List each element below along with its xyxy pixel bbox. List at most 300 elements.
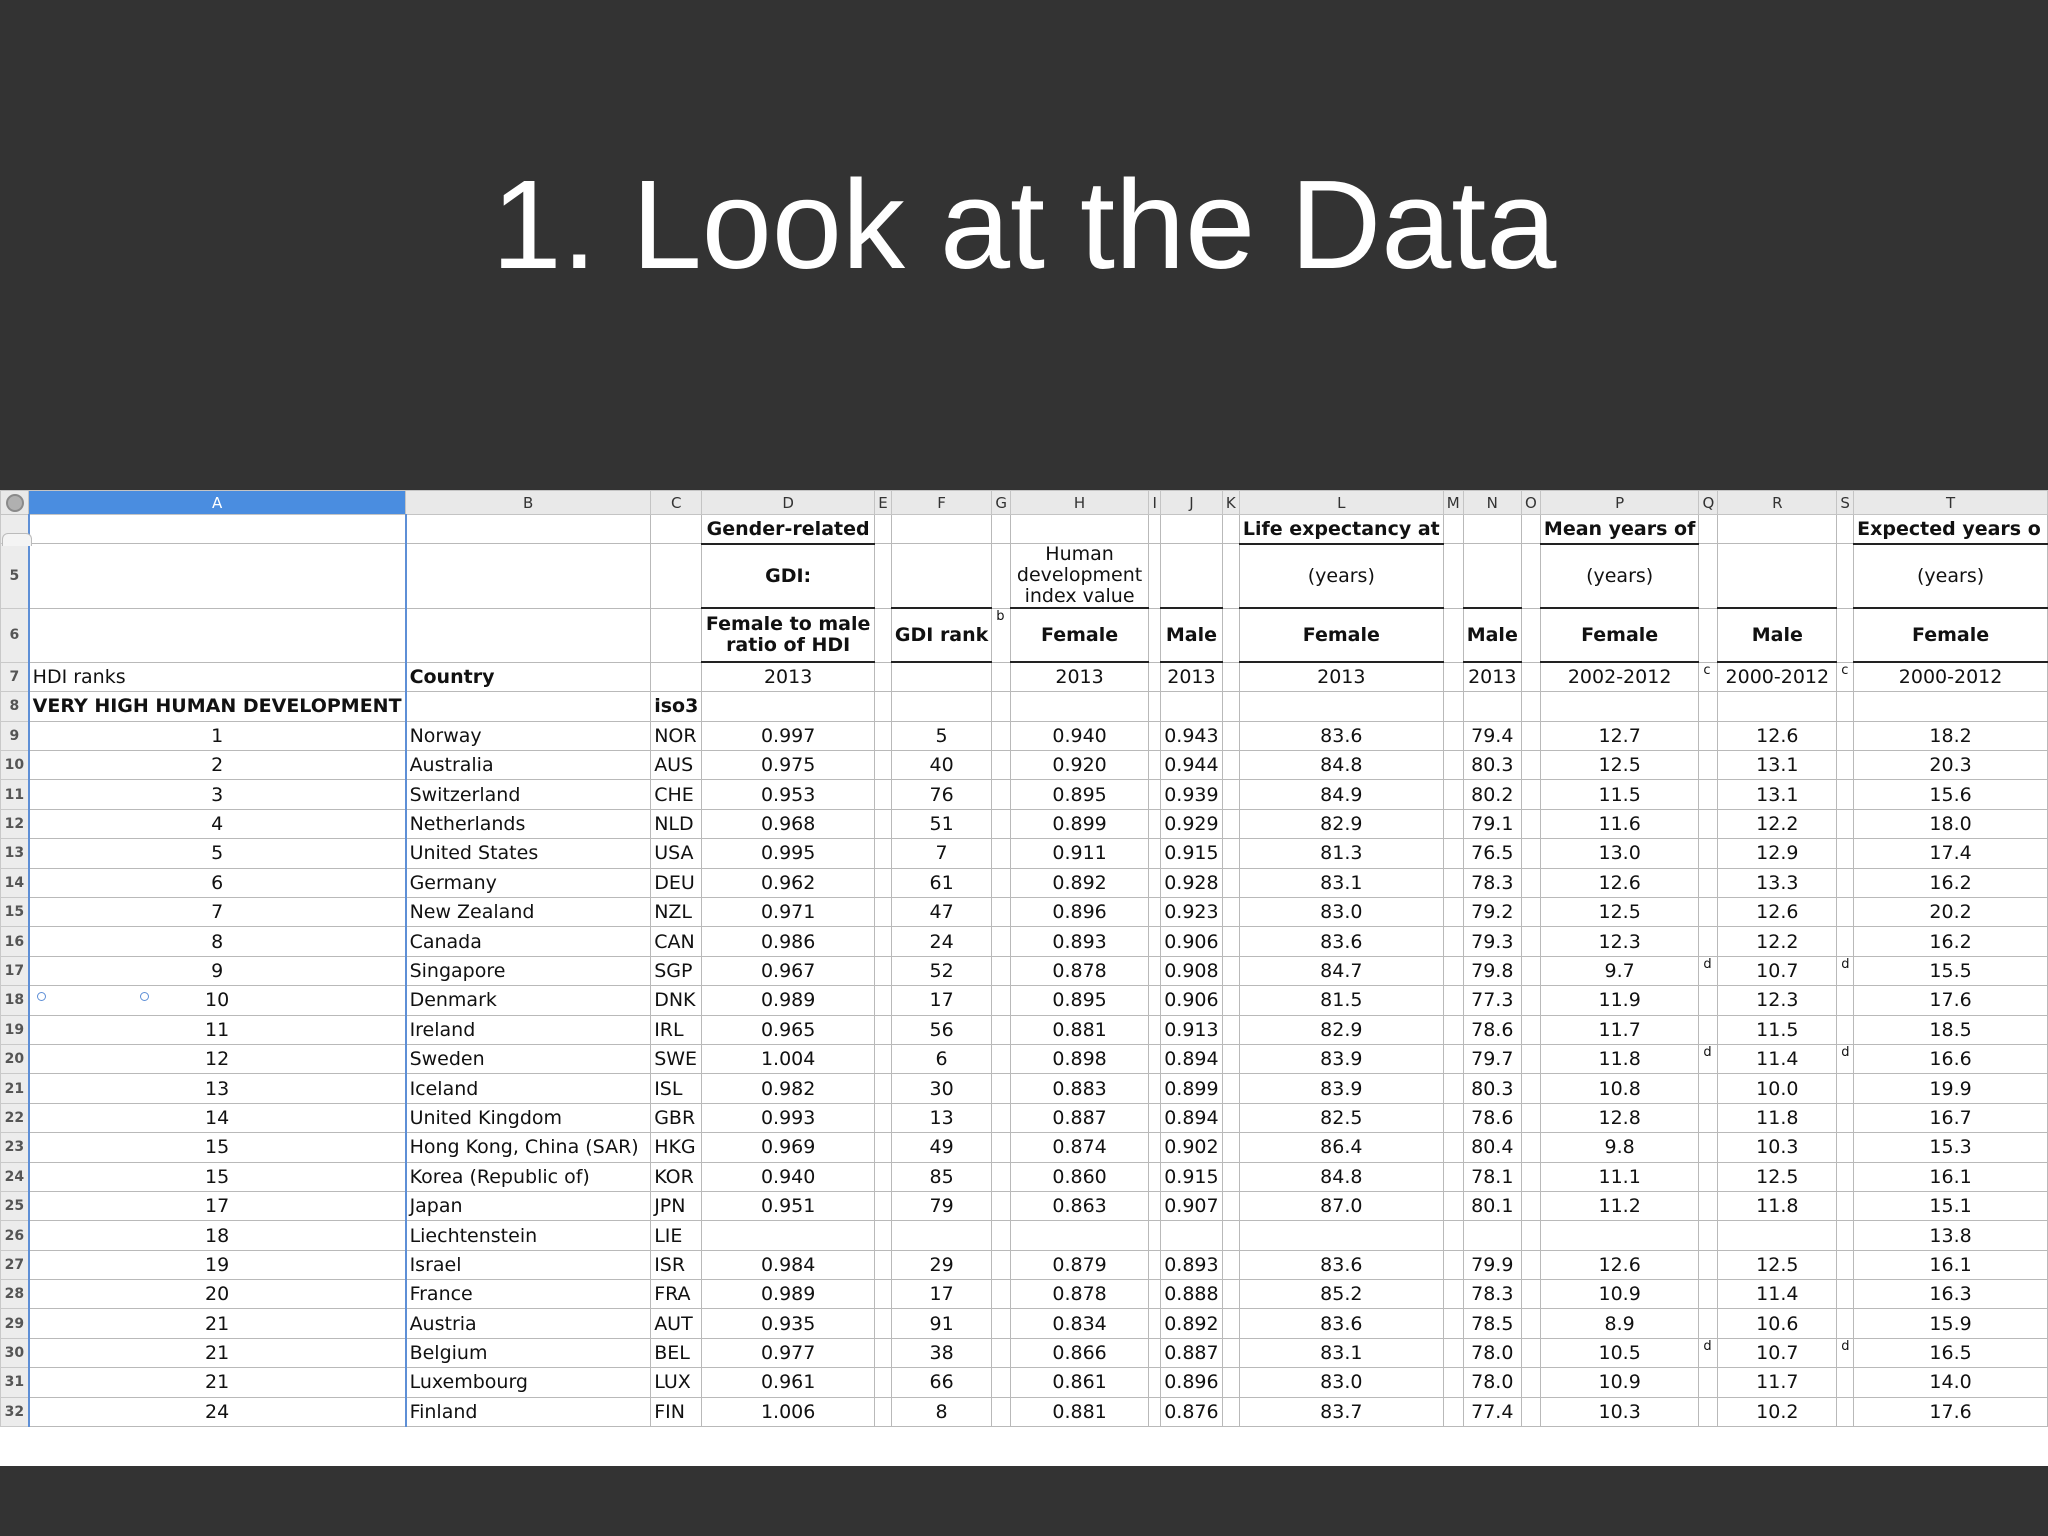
cell-b[interactable]: Belgium xyxy=(406,1338,651,1367)
cell-m[interactable] xyxy=(1443,1250,1463,1279)
cell-k[interactable] xyxy=(1222,1280,1239,1309)
cell-g[interactable] xyxy=(992,780,1011,809)
cell-m[interactable] xyxy=(1443,780,1463,809)
cell-m[interactable] xyxy=(1443,1280,1463,1309)
cell-d[interactable]: 0.967 xyxy=(702,956,875,985)
header-cell-e[interactable] xyxy=(874,544,891,609)
cell-q[interactable] xyxy=(1699,1280,1718,1309)
cell-m[interactable] xyxy=(1443,1162,1463,1191)
cell-n[interactable]: 79.7 xyxy=(1463,1044,1521,1073)
cell-n[interactable]: 80.1 xyxy=(1463,1191,1521,1220)
header-cell-b[interactable] xyxy=(406,544,651,609)
column-header-k[interactable]: K xyxy=(1222,491,1239,515)
cell-m[interactable] xyxy=(1443,839,1463,868)
header-cell-a[interactable] xyxy=(29,608,406,662)
cell-g[interactable] xyxy=(992,927,1011,956)
cell-h[interactable]: 0.911 xyxy=(1011,839,1149,868)
cell-i[interactable] xyxy=(1149,721,1161,750)
cell-t[interactable]: 15.5 xyxy=(1854,956,2048,985)
cell-q[interactable] xyxy=(1699,1309,1718,1338)
cell-k[interactable] xyxy=(1222,898,1239,927)
header-cell-e[interactable] xyxy=(874,608,891,662)
row-header[interactable]: 32 xyxy=(1,1397,29,1426)
cell-e[interactable] xyxy=(874,1221,891,1250)
cell-m[interactable] xyxy=(1443,1133,1463,1162)
cell-g[interactable] xyxy=(992,1074,1011,1103)
cell-l[interactable]: 81.3 xyxy=(1239,839,1443,868)
cell-i[interactable] xyxy=(1149,809,1161,838)
cell-i[interactable] xyxy=(1149,1221,1161,1250)
cell-g[interactable] xyxy=(992,1162,1011,1191)
cell-c[interactable]: IRL xyxy=(651,1015,702,1044)
cell-o[interactable] xyxy=(1521,1338,1540,1367)
row-header[interactable]: 21 xyxy=(1,1074,29,1103)
cell-a[interactable]: 17 xyxy=(29,1191,406,1220)
cell-r[interactable]: 10.0 xyxy=(1718,1074,1837,1103)
cell-i[interactable] xyxy=(1149,1162,1161,1191)
cell-d[interactable]: 1.004 xyxy=(702,1044,875,1073)
cell-o[interactable] xyxy=(1521,1162,1540,1191)
header-cell-q[interactable]: c xyxy=(1699,662,1718,691)
cell-p[interactable]: 12.6 xyxy=(1540,1250,1698,1279)
cell-t[interactable]: 20.3 xyxy=(1854,751,2048,780)
cell-p[interactable]: 11.2 xyxy=(1540,1191,1698,1220)
cell-j[interactable]: 0.928 xyxy=(1161,868,1222,897)
cell-l[interactable]: 84.8 xyxy=(1239,751,1443,780)
cell-l[interactable]: 83.1 xyxy=(1239,1338,1443,1367)
cell-d[interactable]: 0.940 xyxy=(702,1162,875,1191)
header-cell-k[interactable] xyxy=(1222,515,1239,544)
cell-b[interactable]: New Zealand xyxy=(406,898,651,927)
cell-d[interactable]: 0.953 xyxy=(702,780,875,809)
cell-q[interactable] xyxy=(1699,751,1718,780)
cell-l[interactable]: 82.9 xyxy=(1239,809,1443,838)
select-all-corner[interactable] xyxy=(1,491,29,515)
cell-j[interactable]: 0.913 xyxy=(1161,1015,1222,1044)
cell-b[interactable]: Japan xyxy=(406,1191,651,1220)
cell-g[interactable] xyxy=(992,809,1011,838)
cell-r[interactable]: 10.7 xyxy=(1718,956,1837,985)
header-cell-l[interactable]: 2013 xyxy=(1239,662,1443,691)
cell-d[interactable]: 0.984 xyxy=(702,1250,875,1279)
header-cell-i[interactable] xyxy=(1149,692,1161,721)
cell-r[interactable]: 11.4 xyxy=(1718,1044,1837,1073)
row-header[interactable]: 15 xyxy=(1,898,29,927)
cell-n[interactable]: 78.5 xyxy=(1463,1309,1521,1338)
cell-l[interactable]: 83.6 xyxy=(1239,1250,1443,1279)
header-cell-h[interactable] xyxy=(1011,692,1149,721)
cell-t[interactable]: 17.6 xyxy=(1854,1397,2048,1426)
cell-q[interactable] xyxy=(1699,1250,1718,1279)
header-cell-p[interactable]: (years) xyxy=(1540,544,1698,609)
cell-h[interactable]: 0.874 xyxy=(1011,1133,1149,1162)
column-header-i[interactable]: I xyxy=(1149,491,1161,515)
cell-h[interactable]: 0.892 xyxy=(1011,868,1149,897)
cell-s[interactable] xyxy=(1837,809,1854,838)
cell-r[interactable]: 12.5 xyxy=(1718,1162,1837,1191)
cell-h[interactable]: 0.893 xyxy=(1011,927,1149,956)
cell-q[interactable]: d xyxy=(1699,1338,1718,1367)
cell-s[interactable] xyxy=(1837,898,1854,927)
header-cell-p[interactable]: Female xyxy=(1540,608,1698,662)
cell-t[interactable]: 16.5 xyxy=(1854,1338,2048,1367)
cell-c[interactable]: USA xyxy=(651,839,702,868)
cell-l[interactable]: 83.7 xyxy=(1239,1397,1443,1426)
cell-a[interactable]: 21 xyxy=(29,1368,406,1397)
cell-b[interactable]: Germany xyxy=(406,868,651,897)
cell-b[interactable]: Austria xyxy=(406,1309,651,1338)
cell-d[interactable]: 0.982 xyxy=(702,1074,875,1103)
cell-t[interactable]: 16.6 xyxy=(1854,1044,2048,1073)
cell-r[interactable]: 13.3 xyxy=(1718,868,1837,897)
cell-j[interactable]: 0.896 xyxy=(1161,1368,1222,1397)
cell-p[interactable]: 8.9 xyxy=(1540,1309,1698,1338)
cell-t[interactable]: 20.2 xyxy=(1854,898,2048,927)
cell-e[interactable] xyxy=(874,1162,891,1191)
cell-b[interactable]: Denmark xyxy=(406,986,651,1015)
cell-i[interactable] xyxy=(1149,927,1161,956)
cell-q[interactable] xyxy=(1699,839,1718,868)
cell-g[interactable] xyxy=(992,751,1011,780)
header-cell-e[interactable] xyxy=(874,515,891,544)
cell-t[interactable]: 16.2 xyxy=(1854,927,2048,956)
column-header-a[interactable]: A xyxy=(29,491,406,515)
cell-a[interactable]: 15 xyxy=(29,1162,406,1191)
cell-a[interactable]: 11 xyxy=(29,1015,406,1044)
cell-p[interactable]: 13.0 xyxy=(1540,839,1698,868)
column-header-m[interactable]: M xyxy=(1443,491,1463,515)
cell-t[interactable]: 18.5 xyxy=(1854,1015,2048,1044)
cell-p[interactable]: 10.8 xyxy=(1540,1074,1698,1103)
cell-c[interactable]: FIN xyxy=(651,1397,702,1426)
cell-h[interactable]: 0.863 xyxy=(1011,1191,1149,1220)
cell-k[interactable] xyxy=(1222,1015,1239,1044)
cell-d[interactable]: 1.006 xyxy=(702,1397,875,1426)
cell-g[interactable] xyxy=(992,721,1011,750)
cell-f[interactable]: 79 xyxy=(891,1191,991,1220)
cell-c[interactable]: FRA xyxy=(651,1280,702,1309)
cell-j[interactable]: 0.899 xyxy=(1161,1074,1222,1103)
cell-j[interactable]: 0.892 xyxy=(1161,1309,1222,1338)
cell-m[interactable] xyxy=(1443,1191,1463,1220)
cell-j[interactable]: 0.923 xyxy=(1161,898,1222,927)
header-cell-f[interactable]: GDI rank xyxy=(891,608,991,662)
cell-s[interactable] xyxy=(1837,721,1854,750)
cell-f[interactable]: 17 xyxy=(891,1280,991,1309)
cell-c[interactable]: JPN xyxy=(651,1191,702,1220)
header-cell-t[interactable] xyxy=(1854,692,2048,721)
row-header[interactable]: 5 xyxy=(1,544,29,609)
cell-g[interactable] xyxy=(992,839,1011,868)
cell-o[interactable] xyxy=(1521,898,1540,927)
cell-r[interactable] xyxy=(1718,1221,1837,1250)
header-cell-r[interactable] xyxy=(1718,692,1837,721)
header-cell-h[interactable]: Female xyxy=(1011,608,1149,662)
cell-l[interactable]: 83.1 xyxy=(1239,868,1443,897)
header-cell-g[interactable] xyxy=(992,692,1011,721)
cell-d[interactable]: 0.989 xyxy=(702,1280,875,1309)
header-cell-a[interactable]: HDI ranks xyxy=(29,662,406,691)
cell-g[interactable] xyxy=(992,1015,1011,1044)
header-cell-b[interactable]: Country xyxy=(406,662,651,691)
cell-r[interactable]: 11.8 xyxy=(1718,1191,1837,1220)
cell-t[interactable]: 13.8 xyxy=(1854,1221,2048,1250)
cell-a[interactable]: 13 xyxy=(29,1074,406,1103)
cell-i[interactable] xyxy=(1149,868,1161,897)
cell-r[interactable]: 12.9 xyxy=(1718,839,1837,868)
header-cell-d[interactable]: 2013 xyxy=(702,662,875,691)
cell-i[interactable] xyxy=(1149,1133,1161,1162)
cell-o[interactable] xyxy=(1521,1044,1540,1073)
header-cell-r[interactable]: 2000-2012 xyxy=(1718,662,1837,691)
cell-j[interactable]: 0.894 xyxy=(1161,1103,1222,1132)
row-header[interactable]: 24 xyxy=(1,1162,29,1191)
row-header[interactable]: 11 xyxy=(1,780,29,809)
header-cell-m[interactable] xyxy=(1443,662,1463,691)
header-cell-o[interactable] xyxy=(1521,692,1540,721)
cell-p[interactable]: 12.5 xyxy=(1540,898,1698,927)
column-header-b[interactable]: B xyxy=(406,491,651,515)
cell-s[interactable] xyxy=(1837,1191,1854,1220)
cell-c[interactable]: KOR xyxy=(651,1162,702,1191)
cell-d[interactable]: 0.989 xyxy=(702,986,875,1015)
cell-f[interactable]: 7 xyxy=(891,839,991,868)
cell-n[interactable]: 78.3 xyxy=(1463,868,1521,897)
cell-g[interactable] xyxy=(992,986,1011,1015)
header-cell-n[interactable] xyxy=(1463,692,1521,721)
cell-a[interactable]: 8 xyxy=(29,927,406,956)
header-cell-l[interactable]: Life expectancy at xyxy=(1239,515,1443,544)
cell-g[interactable] xyxy=(992,898,1011,927)
cell-l[interactable]: 83.0 xyxy=(1239,898,1443,927)
cell-e[interactable] xyxy=(874,898,891,927)
cell-i[interactable] xyxy=(1149,1280,1161,1309)
header-cell-p[interactable] xyxy=(1540,692,1698,721)
cell-t[interactable]: 18.2 xyxy=(1854,721,2048,750)
cell-i[interactable] xyxy=(1149,751,1161,780)
cell-a[interactable]: 1 xyxy=(29,721,406,750)
header-cell-n[interactable]: 2013 xyxy=(1463,662,1521,691)
header-cell-l[interactable]: (years) xyxy=(1239,544,1443,609)
cell-h[interactable]: 0.878 xyxy=(1011,956,1149,985)
cell-o[interactable] xyxy=(1521,986,1540,1015)
header-cell-o[interactable] xyxy=(1521,662,1540,691)
column-header-q[interactable]: Q xyxy=(1699,491,1718,515)
cell-i[interactable] xyxy=(1149,1015,1161,1044)
cell-k[interactable] xyxy=(1222,1074,1239,1103)
cell-e[interactable] xyxy=(874,1338,891,1367)
cell-q[interactable] xyxy=(1699,986,1718,1015)
cell-a[interactable]: 3 xyxy=(29,780,406,809)
cell-p[interactable]: 12.8 xyxy=(1540,1103,1698,1132)
cell-g[interactable] xyxy=(992,1250,1011,1279)
cell-f[interactable]: 51 xyxy=(891,809,991,838)
cell-b[interactable]: Korea (Republic of) xyxy=(406,1162,651,1191)
header-cell-f[interactable] xyxy=(891,692,991,721)
cell-k[interactable] xyxy=(1222,780,1239,809)
cell-q[interactable] xyxy=(1699,780,1718,809)
cell-p[interactable]: 11.9 xyxy=(1540,986,1698,1015)
header-cell-s[interactable] xyxy=(1837,608,1854,662)
cell-o[interactable] xyxy=(1521,1191,1540,1220)
header-cell-k[interactable] xyxy=(1222,662,1239,691)
cell-m[interactable] xyxy=(1443,868,1463,897)
cell-s[interactable] xyxy=(1837,1250,1854,1279)
cell-q[interactable] xyxy=(1699,898,1718,927)
header-cell-r[interactable] xyxy=(1718,544,1837,609)
cell-e[interactable] xyxy=(874,927,891,956)
cell-f[interactable]: 13 xyxy=(891,1103,991,1132)
cell-c[interactable]: HKG xyxy=(651,1133,702,1162)
cell-b[interactable]: Switzerland xyxy=(406,780,651,809)
cell-f[interactable]: 38 xyxy=(891,1338,991,1367)
cell-i[interactable] xyxy=(1149,1250,1161,1279)
cell-k[interactable] xyxy=(1222,868,1239,897)
cell-e[interactable] xyxy=(874,956,891,985)
cell-n[interactable]: 78.3 xyxy=(1463,1280,1521,1309)
spreadsheet-grid[interactable] xyxy=(0,490,2048,1427)
cell-n[interactable]: 80.4 xyxy=(1463,1133,1521,1162)
cell-e[interactable] xyxy=(874,780,891,809)
cell-r[interactable]: 11.4 xyxy=(1718,1280,1837,1309)
cell-a[interactable]: 6 xyxy=(29,868,406,897)
cell-o[interactable] xyxy=(1521,1221,1540,1250)
cell-e[interactable] xyxy=(874,809,891,838)
cell-c[interactable]: DEU xyxy=(651,868,702,897)
cell-d[interactable]: 0.961 xyxy=(702,1368,875,1397)
cell-p[interactable]: 12.7 xyxy=(1540,721,1698,750)
cell-a[interactable]: 19 xyxy=(29,1250,406,1279)
cell-m[interactable] xyxy=(1443,986,1463,1015)
cell-h[interactable]: 0.866 xyxy=(1011,1338,1149,1367)
cell-d[interactable]: 0.995 xyxy=(702,839,875,868)
cell-q[interactable] xyxy=(1699,809,1718,838)
cell-s[interactable] xyxy=(1837,751,1854,780)
cell-r[interactable]: 12.2 xyxy=(1718,927,1837,956)
header-cell-q[interactable] xyxy=(1699,608,1718,662)
cell-r[interactable]: 11.8 xyxy=(1718,1103,1837,1132)
cell-m[interactable] xyxy=(1443,956,1463,985)
cell-s[interactable]: d xyxy=(1837,956,1854,985)
cell-j[interactable]: 0.906 xyxy=(1161,927,1222,956)
header-cell-s[interactable] xyxy=(1837,515,1854,544)
cell-e[interactable] xyxy=(874,868,891,897)
cell-j[interactable] xyxy=(1161,1221,1222,1250)
cell-g[interactable] xyxy=(992,1103,1011,1132)
cell-n[interactable]: 78.0 xyxy=(1463,1368,1521,1397)
cell-b[interactable]: Sweden xyxy=(406,1044,651,1073)
header-cell-c[interactable] xyxy=(651,515,702,544)
cell-b[interactable]: Norway xyxy=(406,721,651,750)
row-header[interactable]: 18 xyxy=(1,986,29,1015)
cell-i[interactable] xyxy=(1149,1191,1161,1220)
header-cell-h[interactable]: 2013 xyxy=(1011,662,1149,691)
row-header[interactable]: 16 xyxy=(1,927,29,956)
cell-i[interactable] xyxy=(1149,1338,1161,1367)
header-cell-j[interactable] xyxy=(1161,544,1222,609)
cell-b[interactable]: Hong Kong, China (SAR) xyxy=(406,1133,651,1162)
cell-n[interactable]: 78.6 xyxy=(1463,1103,1521,1132)
header-cell-f[interactable] xyxy=(891,515,991,544)
column-header-n[interactable]: N xyxy=(1463,491,1521,515)
header-cell-d[interactable]: Gender-related xyxy=(702,515,875,544)
cell-g[interactable] xyxy=(992,1280,1011,1309)
cell-b[interactable]: Liechtenstein xyxy=(406,1221,651,1250)
header-cell-s[interactable] xyxy=(1837,692,1854,721)
cell-f[interactable]: 76 xyxy=(891,780,991,809)
cell-h[interactable]: 0.861 xyxy=(1011,1368,1149,1397)
cell-j[interactable]: 0.876 xyxy=(1161,1397,1222,1426)
column-header-d[interactable]: D xyxy=(702,491,875,515)
cell-s[interactable] xyxy=(1837,839,1854,868)
cell-l[interactable]: 86.4 xyxy=(1239,1133,1443,1162)
cell-t[interactable]: 19.9 xyxy=(1854,1074,2048,1103)
header-cell-p[interactable]: 2002-2012 xyxy=(1540,662,1698,691)
cell-o[interactable] xyxy=(1521,751,1540,780)
column-header-t[interactable]: T xyxy=(1854,491,2048,515)
cell-m[interactable] xyxy=(1443,1103,1463,1132)
cell-b[interactable]: Israel xyxy=(406,1250,651,1279)
cell-o[interactable] xyxy=(1521,1309,1540,1338)
cell-p[interactable]: 9.8 xyxy=(1540,1133,1698,1162)
cell-c[interactable]: AUS xyxy=(651,751,702,780)
cell-a[interactable]: 5 xyxy=(29,839,406,868)
cell-i[interactable] xyxy=(1149,1397,1161,1426)
cell-b[interactable]: United States xyxy=(406,839,651,868)
header-cell-t[interactable]: Expected years o xyxy=(1854,515,2048,544)
cell-o[interactable] xyxy=(1521,1280,1540,1309)
header-cell-g[interactable] xyxy=(992,662,1011,691)
header-cell-g[interactable]: b xyxy=(992,608,1011,662)
cell-l[interactable]: 85.2 xyxy=(1239,1280,1443,1309)
cell-g[interactable] xyxy=(992,1044,1011,1073)
cell-o[interactable] xyxy=(1521,868,1540,897)
header-cell-k[interactable] xyxy=(1222,608,1239,662)
cell-c[interactable]: ISL xyxy=(651,1074,702,1103)
row-header[interactable]: 9 xyxy=(1,721,29,750)
cell-h[interactable]: 0.860 xyxy=(1011,1162,1149,1191)
cell-q[interactable] xyxy=(1699,1397,1718,1426)
cell-m[interactable] xyxy=(1443,809,1463,838)
header-cell-m[interactable] xyxy=(1443,515,1463,544)
header-cell-q[interactable] xyxy=(1699,544,1718,609)
cell-i[interactable] xyxy=(1149,986,1161,1015)
cell-a[interactable]: 14 xyxy=(29,1103,406,1132)
cell-h[interactable]: 0.881 xyxy=(1011,1015,1149,1044)
cell-m[interactable] xyxy=(1443,1368,1463,1397)
cell-d[interactable]: 0.975 xyxy=(702,751,875,780)
cell-e[interactable] xyxy=(874,1191,891,1220)
cell-k[interactable] xyxy=(1222,839,1239,868)
cell-o[interactable] xyxy=(1521,1397,1540,1426)
cell-i[interactable] xyxy=(1149,1044,1161,1073)
cell-q[interactable] xyxy=(1699,868,1718,897)
cell-d[interactable] xyxy=(702,1221,875,1250)
header-cell-e[interactable] xyxy=(874,692,891,721)
cell-h[interactable]: 0.881 xyxy=(1011,1397,1149,1426)
cell-g[interactable] xyxy=(992,1338,1011,1367)
cell-l[interactable]: 84.8 xyxy=(1239,1162,1443,1191)
cell-c[interactable]: BEL xyxy=(651,1338,702,1367)
row-header[interactable]: 12 xyxy=(1,809,29,838)
header-cell-h[interactable]: Human development index value xyxy=(1011,544,1149,609)
row-header[interactable]: 20 xyxy=(1,1044,29,1073)
cell-o[interactable] xyxy=(1521,927,1540,956)
cell-d[interactable]: 0.968 xyxy=(702,809,875,838)
cell-a[interactable]: 18 xyxy=(29,1221,406,1250)
header-cell-l[interactable]: Female xyxy=(1239,608,1443,662)
cell-h[interactable]: 0.940 xyxy=(1011,721,1149,750)
